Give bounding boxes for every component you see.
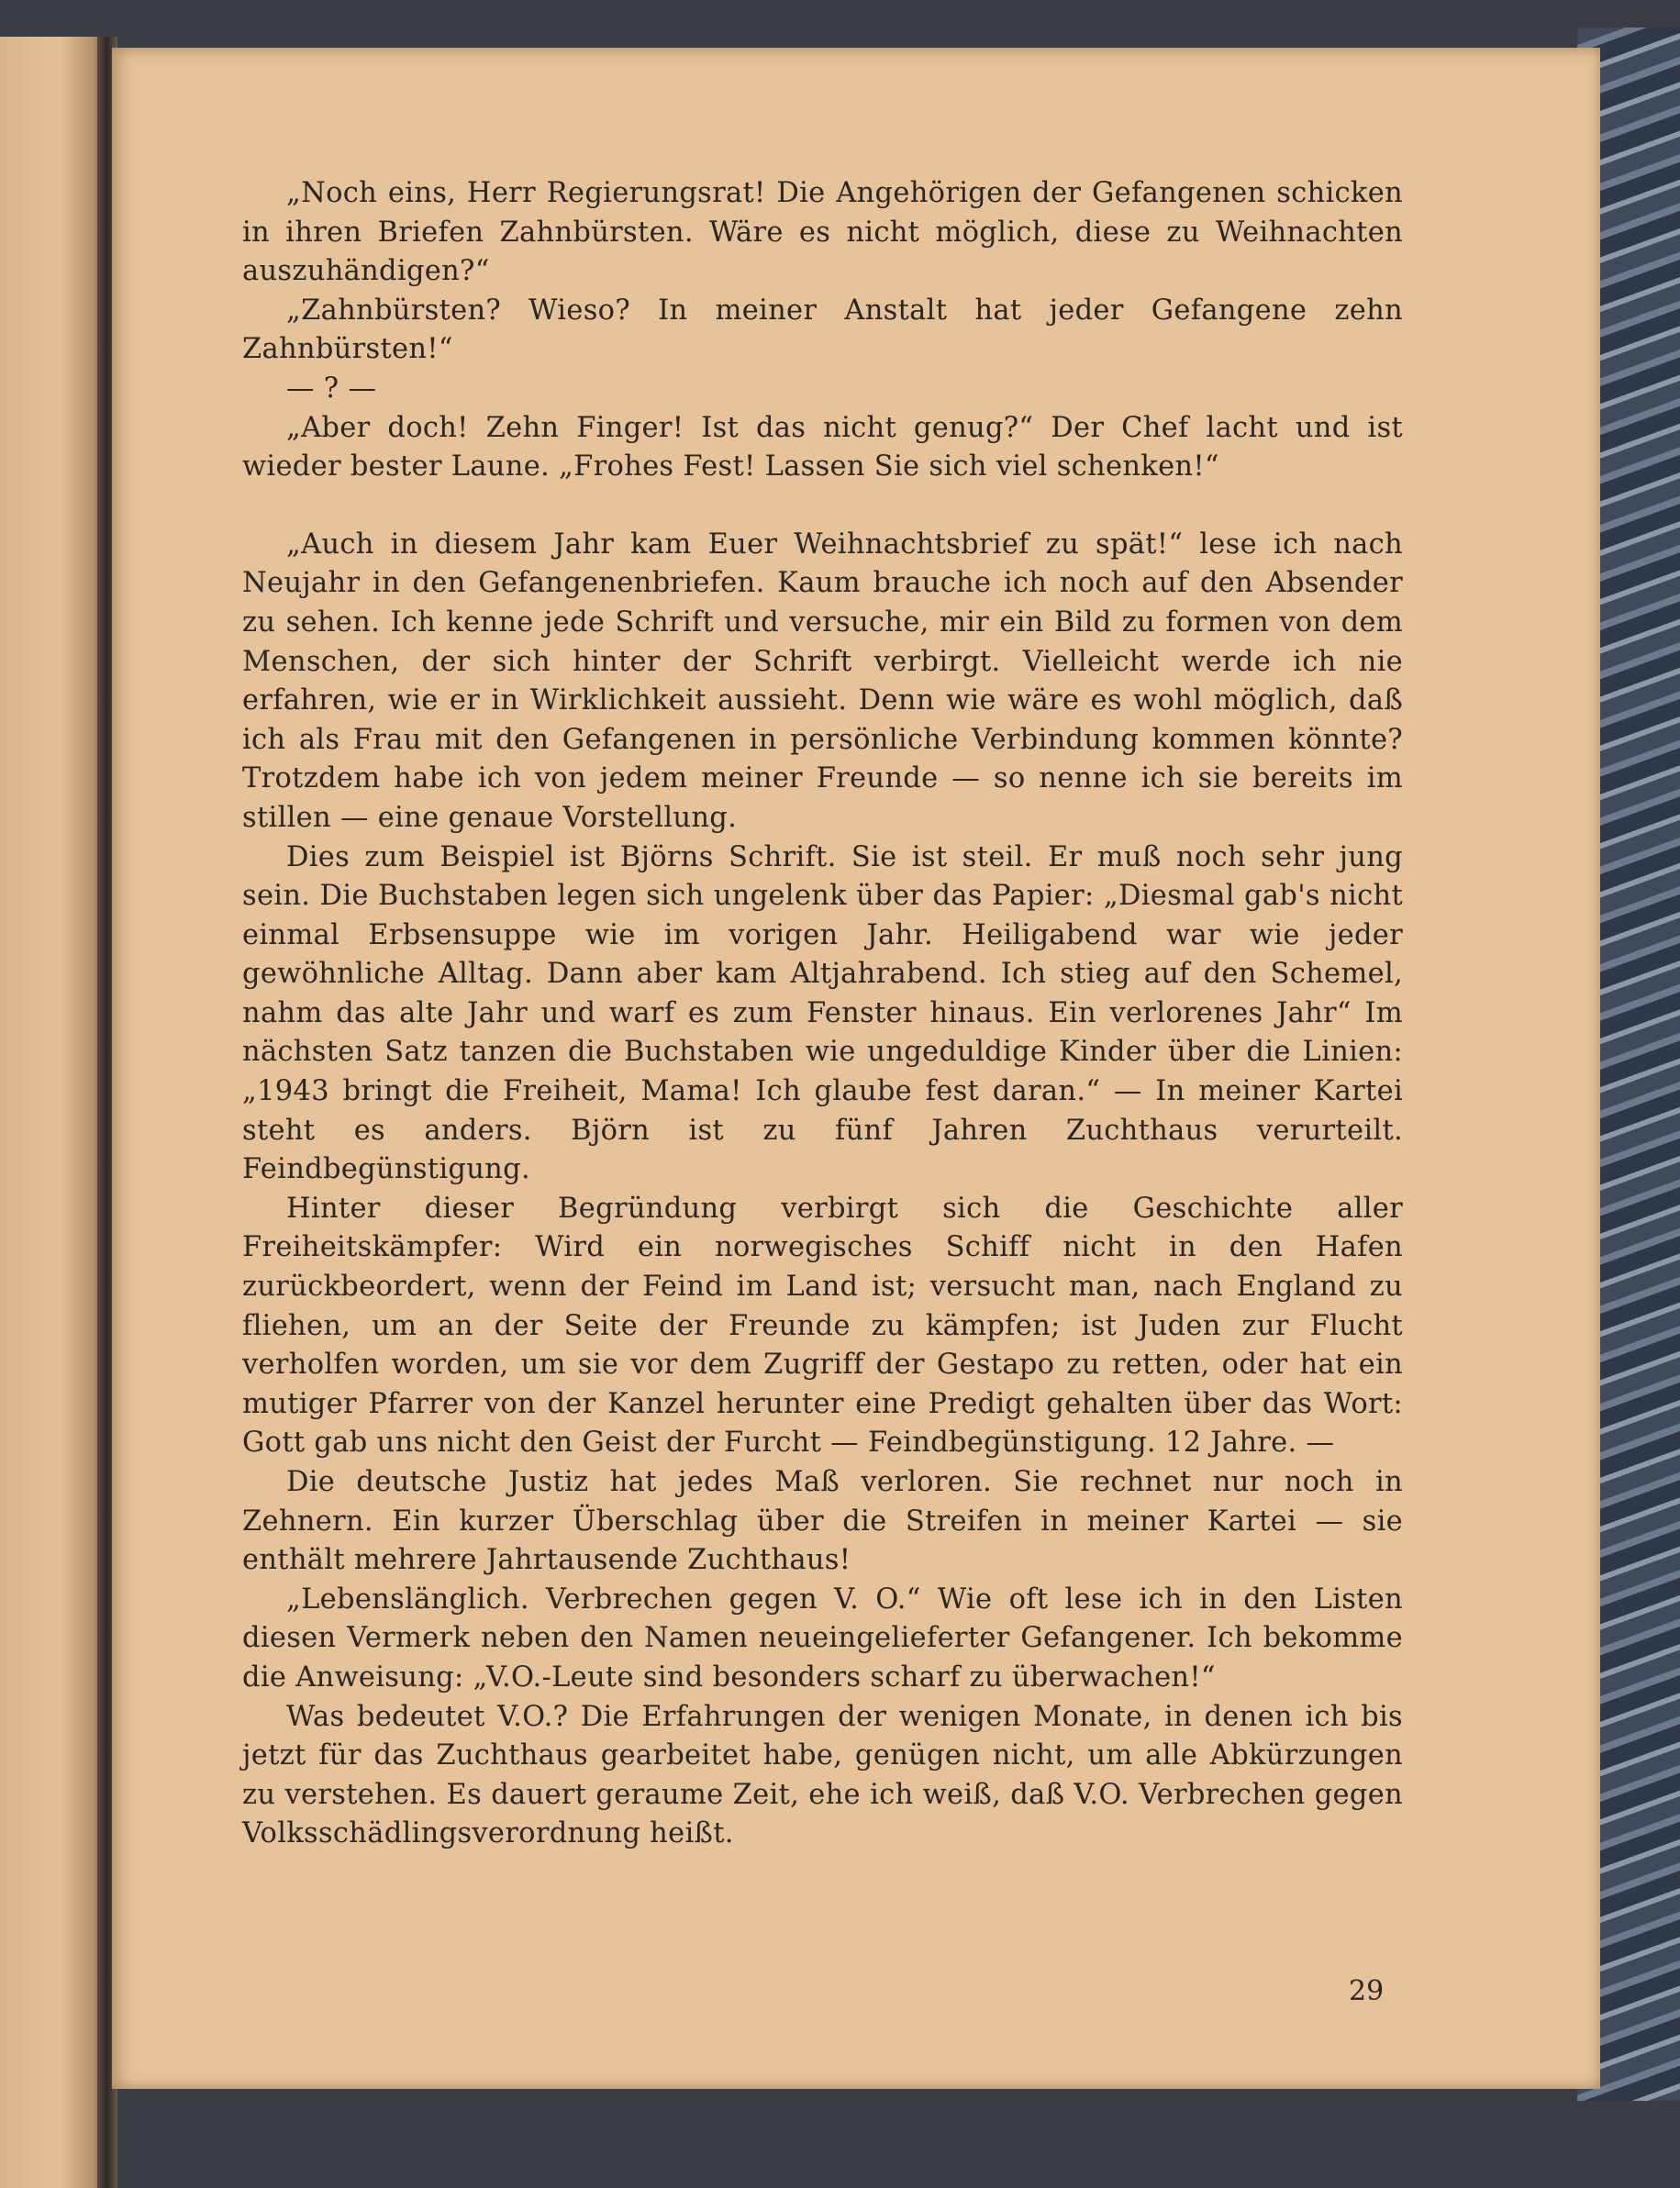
page-number: 29	[1349, 1975, 1385, 2007]
paragraph-question-dash: — ? —	[286, 372, 377, 405]
paragraph-deutsche-justiz: Die deutsche Justiz hat jedes Maß verloren. Sie rechnet nur noch in Zehnern. Ein kurzer Überschlag über die Streifen in meiner Kartei — sie enthält mehrere Jahrtausende Zuchthaus!	[242, 1466, 1403, 1577]
paragraph-freiheitskaempfer: Hinter dieser Begründung verbirgt sich die Geschichte aller Freiheitskämpfer: Wird ein norwegisches Schiff nicht in den Hafen zurückbeordert, wenn der Feind im Land ist; versucht man, nach England zu fliehen, um an der Seite der Freunde zu kämpfen; ist Juden zur Flucht verholfen worden, um sie vor dem Zugriff der Gestapo zu retten, oder hat ein mutiger Pfarrer von der Kanzel herunter eine Predigt gehalten über das Wort: Gott gab uns nicht den Geist der Furcht — Feindbegünstigung. 12 Jahre. —	[242, 1192, 1403, 1460]
paragraph-was-bedeutet-vo: Was bedeutet V.O.? Die Erfahrungen der wenigen Monate, in denen ich bis jetzt für das Zuchthaus gearbeitet habe, genügen nicht, um alle Abkürzungen zu verstehen. Es dauert geraume Zeit, ehe ich weiß, daß V.O. Verbrechen gegen Volksschädlingsverordnung heißt.	[242, 1700, 1403, 1850]
paragraph-bjoerns-schrift: Dies zum Beispiel ist Björns Schrift. Sie ist steil. Er muß noch sehr jung sein. Die Buchstaben legen sich ungelenk über das Papier: „Diesmal gab's nicht einmal Erbsensuppe wie im vorigen Jahr. Heiligabend war wie jeder gewöhnliche Alltag. Dann aber kam Altjahrabend. Ich stieg auf den Schemel, nahm das alte Jahr und warf es zum Fenster hinaus. Ein verlorenes Jahr“ Im nächsten Satz tanzen die Buchstaben wie ungeduldige Kinder über die Linien: „1943 bringt die Freiheit, Mama! Ich glaube fest daran.“ — In meiner Kartei steht es anders. Björn ist zu fünf Jahren Zuchthaus verurteilt. Feindbegünstigung.	[242, 840, 1403, 1186]
paragraph-lebenslaenglich: „Lebenslänglich. Verbrechen gegen V. O.“ Wie oft lese ich in den Listen diesen Vermerk neben den Namen neueingelieferter Gefangener. Ich bekomme die Anweisung: „V.O.-Leute sind besonders scharf zu überwachen!“	[242, 1583, 1403, 1694]
paragraph-zahnbuersten-reply: „Zahnbürsten? Wieso? In meiner Anstalt hat jeder Gefangene zehn Zahnbürsten!“	[242, 294, 1403, 366]
paragraph-zehn-finger: „Aber doch! Zehn Finger! Ist das nicht genug?“ Der Chef lacht und ist wieder bester Laune. „Frohes Fest! Lassen Sie sich viel schenken!“	[242, 411, 1403, 483]
left-page-edge	[0, 37, 108, 2188]
page-text-block	[242, 174, 1403, 1854]
paragraph-zahnbuersten-request: „Noch eins, Herr Regierungsrat! Die Angehörigen der Gefangenen schicken in ihren Briefen Zahnbürsten. Wäre es nicht möglich, diese zu Weihnachten auszuhändigen?“	[242, 177, 1403, 288]
paragraph-weihnachtsbrief: „Auch in diesem Jahr kam Euer Weihnachtsbrief zu spät!“ lese ich nach Neujahr in den Gefangenenbriefen. Kaum brauche ich noch auf den Absender zu sehen. Ich kenne jede Schrift und versuche, mir ein Bild zu formen von dem Menschen, der sich hinter der Schrift verbirgt. Vielleicht werde ich nie erfahren, wie er in Wirklichkeit aussieht. Denn wie wäre es wohl möglich, daß ich als Frau mit den Gefangenen in persönliche Verbindung kommen könnte? Trotzdem habe ich von jedem meiner Freunde — so nenne ich sie bereits im stillen — eine genaue Vorstellung.	[242, 528, 1403, 834]
